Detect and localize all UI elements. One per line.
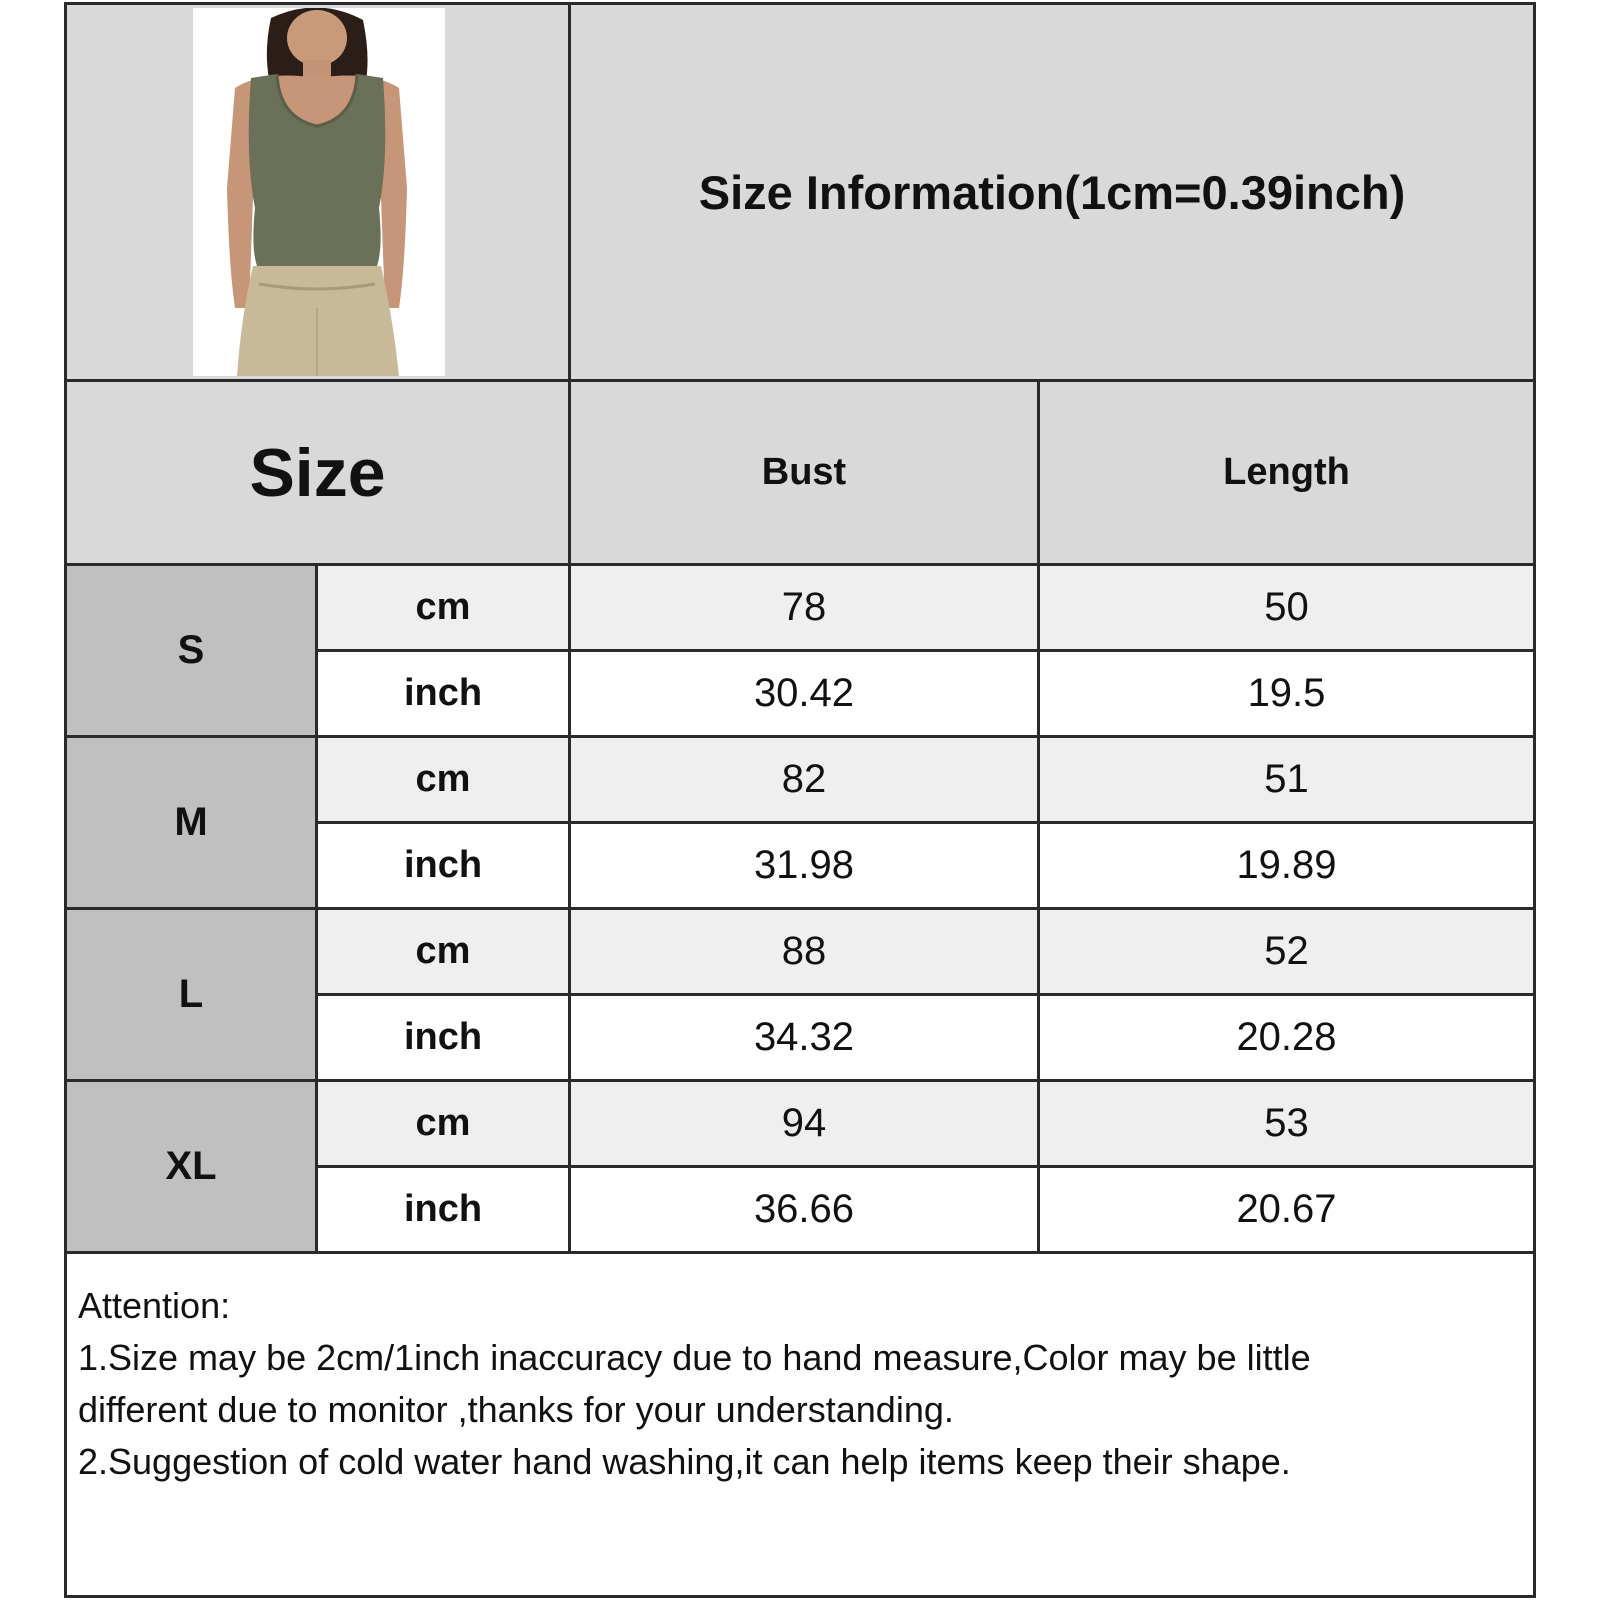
length-value: 51 [1040, 738, 1533, 821]
bust-value: 34.32 [571, 996, 1037, 1079]
size-chart [64, 2, 1536, 1598]
notes-line: 2.Suggestion of cold water hand washing,it can help items keep their shape. [78, 1441, 1291, 1482]
attention-notes [70, 1280, 1530, 1488]
size-label: M [174, 800, 208, 844]
page-title: Size Information(1cm=0.39inch) [698, 165, 1406, 219]
divider [318, 993, 1533, 996]
size-header-cell [67, 382, 568, 563]
size-label-cell [67, 738, 315, 907]
length-value: 52 [1040, 910, 1533, 993]
length-header: Length [1223, 451, 1350, 493]
table-row [318, 824, 568, 907]
divider [67, 379, 1533, 382]
length-header-cell [1040, 382, 1533, 563]
table-row [318, 652, 568, 735]
length-value: 19.89 [1040, 824, 1533, 907]
divider [318, 649, 1533, 652]
bust-value: 36.66 [571, 1168, 1037, 1251]
notes-heading: Attention: [78, 1285, 231, 1326]
unit-label: inch [403, 1188, 483, 1230]
length-value: 50 [1040, 566, 1533, 649]
size-label: XL [165, 1144, 217, 1188]
notes-line: 1.Size may be 2cm/1inch inaccuracy due to hand measure,Color may be little [78, 1337, 1311, 1378]
notes-line: different due to monitor ,thanks for your understanding. [78, 1389, 954, 1430]
table-row [318, 1168, 568, 1251]
size-label: L [178, 972, 204, 1016]
bust-header: Bust [761, 451, 847, 493]
table-row [318, 910, 568, 993]
bust-value: 88 [571, 910, 1037, 993]
size-label-cell [67, 1082, 315, 1251]
bust-value: 78 [571, 566, 1037, 649]
bust-header-cell [571, 382, 1037, 563]
length-value: 20.28 [1040, 996, 1533, 1079]
title-cell [571, 5, 1533, 379]
length-value: 20.67 [1040, 1168, 1533, 1251]
table-row [318, 1082, 568, 1165]
bust-value: 30.42 [571, 652, 1037, 735]
unit-label: inch [403, 1016, 483, 1058]
divider [318, 1165, 1533, 1168]
divider [1037, 379, 1040, 1254]
divider [568, 5, 571, 1254]
bust-value: 31.98 [571, 824, 1037, 907]
unit-label: cm [415, 1102, 471, 1144]
unit-label: cm [415, 930, 471, 972]
divider [67, 1251, 1533, 1254]
divider [67, 1079, 1533, 1082]
size-header: Size [249, 434, 386, 511]
product-photo [193, 8, 445, 376]
table-row [318, 996, 568, 1079]
divider [67, 735, 1533, 738]
unit-label: inch [403, 844, 483, 886]
size-label-cell [67, 910, 315, 1079]
unit-label: inch [403, 672, 483, 714]
bust-value: 94 [571, 1082, 1037, 1165]
divider [67, 907, 1533, 910]
divider [315, 563, 318, 1254]
table-row [318, 566, 568, 649]
divider [318, 821, 1533, 824]
unit-label: cm [415, 758, 471, 800]
bust-value: 82 [571, 738, 1037, 821]
size-label: S [177, 628, 205, 672]
length-value: 53 [1040, 1082, 1533, 1165]
size-label-cell [67, 566, 315, 735]
table-row [318, 738, 568, 821]
length-value: 19.5 [1040, 652, 1533, 735]
unit-label: cm [415, 586, 471, 628]
divider [67, 563, 1533, 566]
photo-cell [67, 5, 568, 379]
